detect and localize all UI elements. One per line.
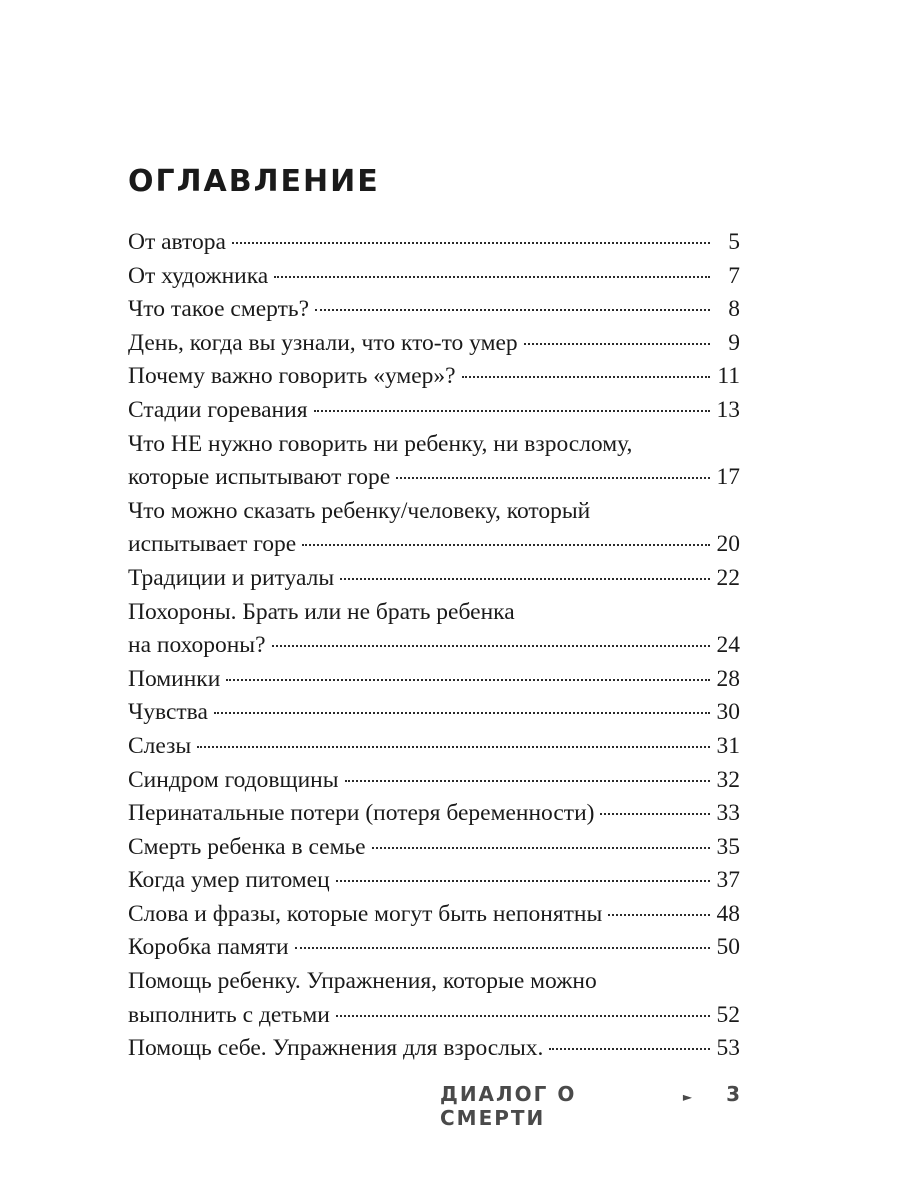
toc-entry	[128, 663, 740, 697]
dot-leader	[462, 376, 710, 378]
toc-entry	[128, 965, 740, 1032]
toc-entry-text: Поминки	[128, 665, 221, 692]
toc-entry-row	[128, 898, 740, 932]
toc-page-number: 37	[716, 867, 740, 894]
toc-page-number: 5	[728, 229, 740, 255]
toc-page-number: 7	[728, 262, 740, 289]
toc-entry-text: на похороны?	[128, 632, 266, 659]
toc-entry	[128, 428, 740, 495]
toc-entry-text: Слезы	[128, 732, 192, 759]
toc-entry	[128, 831, 740, 865]
toc-entry-text: Помощь ребенку. Упражнения, которые можно	[128, 968, 597, 995]
toc-entry	[128, 495, 740, 562]
toc-page-number: 33	[716, 800, 740, 827]
toc-entry-text: Что такое смерть?	[128, 296, 310, 323]
toc-page-number: 28	[716, 665, 740, 692]
toc-page-number: 22	[716, 564, 740, 591]
toc-entry-text: От художника	[128, 262, 269, 289]
toc-entry-text: Когда умер питомец	[128, 867, 330, 894]
toc-entry-text: Слова и фразы, которые могут быть непонятны	[128, 900, 603, 927]
toc-entry-row	[128, 394, 740, 428]
toc-page-number: 30	[716, 699, 740, 726]
toc-entry-text: Чувства	[128, 699, 208, 726]
toc-entry-row	[128, 1032, 740, 1066]
toc-entry	[128, 260, 740, 294]
toc-entry-text: Стадии горевания	[128, 396, 308, 423]
toc-entry	[128, 864, 740, 898]
toc-entry-row	[128, 629, 740, 663]
toc-entry-text: Синдром годовщины	[128, 766, 339, 793]
dot-leader	[396, 477, 710, 479]
triangle-right-icon: ►	[682, 1090, 693, 1104]
toc-page-number: 35	[716, 833, 740, 860]
toc-entry-row	[128, 999, 740, 1033]
dot-leader	[315, 309, 710, 311]
toc-entry-row	[128, 293, 740, 327]
toc-entry	[128, 764, 740, 798]
toc-entry-text: От автора	[128, 229, 226, 255]
toc-entry-row	[128, 831, 740, 865]
table-of-contents	[128, 226, 740, 1066]
toc-entry-row	[128, 864, 740, 898]
toc-entry	[128, 360, 740, 394]
toc-entry-text: Что НЕ нужно говорить ни ребенку, ни взрослому,	[128, 430, 633, 457]
toc-entry	[128, 898, 740, 932]
toc-page-number: 52	[716, 1001, 740, 1028]
toc-entry-text: которые испытывают горе	[128, 464, 391, 491]
toc-entry-text: Смерть ребенка в семье	[128, 833, 366, 860]
toc-page-number: 31	[716, 732, 740, 759]
toc-entry	[128, 1032, 740, 1066]
toc-entry-row	[128, 730, 740, 764]
dot-leader	[345, 780, 710, 782]
toc-entry-text: Почему важно говорить «умер»?	[128, 363, 456, 390]
dot-leader	[197, 746, 710, 748]
dot-leader	[272, 645, 710, 647]
toc-entry	[128, 293, 740, 327]
toc-entry-text: Похороны. Брать или не брать ребенка	[128, 598, 515, 625]
dot-leader	[214, 712, 710, 714]
dot-leader	[302, 544, 710, 546]
toc-page-number: 17	[716, 464, 740, 491]
toc-entry	[128, 226, 740, 260]
toc-page-number: 13	[716, 396, 740, 423]
toc-entry-row	[128, 327, 740, 361]
toc-entry-text: Коробка памяти	[128, 934, 289, 961]
toc-page-number: 9	[728, 329, 740, 356]
toc-entry-text: Что можно сказать ребенку/человеку, который	[128, 497, 591, 524]
dot-leader	[232, 242, 710, 244]
toc-entry-row	[128, 360, 740, 394]
dot-leader	[295, 947, 710, 949]
toc-entry-row	[128, 764, 740, 798]
toc-entry-text: испытывает горе	[128, 531, 297, 558]
toc-entry-text: Перинатальные потери (потеря беременности)	[128, 800, 595, 827]
toc-entry-row	[128, 931, 740, 965]
toc-page-number: 11	[717, 363, 740, 390]
dot-leader	[336, 1015, 710, 1017]
toc-entry-text: выполнить с детьми	[128, 1001, 330, 1028]
toc-entry	[128, 394, 740, 428]
toc-entry-text: Традиции и ритуалы	[128, 564, 335, 591]
toc-page-number: 32	[716, 766, 740, 793]
toc-entry-row	[128, 663, 740, 697]
toc-page-number: 8	[728, 296, 740, 323]
toc-page-number: 50	[716, 934, 740, 961]
toc-entry	[128, 596, 740, 663]
toc-entry-row	[128, 461, 740, 495]
toc-entry-row	[128, 696, 740, 730]
toc-entry-text: День, когда вы узнали, что кто-то умер	[128, 329, 518, 356]
toc-entry	[128, 696, 740, 730]
footer-book-title: ДИАЛОГ О СМЕРТИ	[440, 1082, 577, 1130]
page-title: ОГЛАВЛЕНИЕ	[128, 164, 380, 199]
toc-entry-text: Помощь себе. Упражнения для взрослых.	[128, 1035, 544, 1062]
dot-leader	[608, 914, 710, 916]
toc-entry	[128, 327, 740, 361]
toc-entry	[128, 931, 740, 965]
toc-entry-row	[128, 260, 740, 294]
toc-entry-row	[128, 528, 740, 562]
dot-leader	[226, 679, 710, 681]
toc-entry-row	[128, 226, 740, 260]
toc-page-number: 53	[716, 1035, 740, 1062]
dot-leader	[336, 880, 710, 882]
dot-leader	[340, 578, 710, 580]
toc-entry-row	[128, 562, 740, 596]
toc-entry	[128, 797, 740, 831]
dot-leader	[372, 847, 710, 849]
toc-entry-row	[128, 797, 740, 831]
dot-leader	[600, 813, 710, 815]
dot-leader	[274, 276, 710, 278]
dot-leader	[524, 343, 710, 345]
toc-entry	[128, 562, 740, 596]
running-footer	[440, 1082, 740, 1130]
toc-page-number: 24	[716, 632, 740, 659]
toc-page-number: 20	[716, 531, 740, 558]
toc-entry	[128, 730, 740, 764]
dot-leader	[314, 410, 711, 412]
toc-page-number: 48	[716, 900, 740, 927]
dot-leader	[549, 1048, 710, 1050]
footer-page-number: 3	[726, 1082, 740, 1106]
